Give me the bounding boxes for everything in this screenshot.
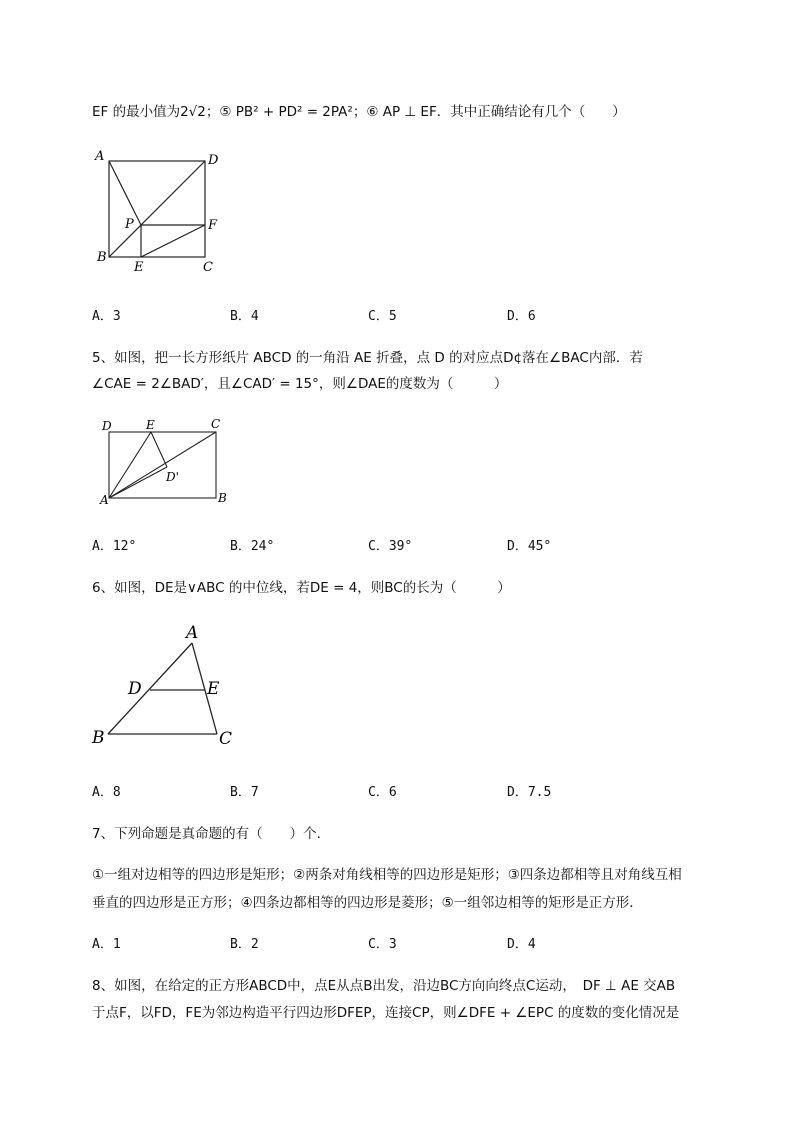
q8-stem-line-2: 于点F，以FD，FE为邻边构造平行四边形DFEP，连接CP，则∠DFE + ∠EPC 的度数的变化情况是 (92, 1005, 680, 1021)
q5-label-a: A (100, 493, 109, 507)
q4-option-d: D．6 (507, 309, 536, 324)
q5-option-d: D．45° (507, 539, 552, 554)
q5-option-b: B．24° (230, 539, 275, 554)
q4-label-c: C (203, 260, 213, 275)
q5-stem-line-1: 5、如图，把一长方形纸片 ABCD 的一角沿 AE 折叠，点 D 的对应点D¢落在∠BAC内部．若 (92, 350, 643, 366)
q6-label-d: D (128, 679, 142, 699)
q6-label-c: C (219, 729, 233, 749)
q4-option-b: B．4 (230, 309, 259, 324)
q7-stem-line: 7、下列命题是真命题的有（ ）个． (92, 826, 331, 842)
q5-label-b: B (218, 491, 227, 505)
q6-label-a: A (186, 623, 199, 643)
q5-option-a: A．12° (92, 539, 137, 554)
q8-stem-line-1: 8、如图，在给定的正方形ABCD中，点E从点B出发，沿边BC方向向终点C运动， DF ⊥ AE 交AB (92, 978, 676, 994)
q4-stem-line: EF 的最小值为2√2；⑤ PB² + PD² = 2PA²；⑥ AP ⊥ EF．其中正确结论有几个（ ） (92, 104, 626, 120)
q4-option-c: C．5 (368, 309, 397, 324)
q4-label-e: E (134, 260, 144, 275)
q6-stem-line: 6、如图，DE是∨ABC 的中位线，若DE = 4，则BC的长为（ ） (92, 580, 511, 596)
q4-label-a: A (95, 149, 105, 164)
q4-label-d: D (208, 153, 219, 168)
q7-option-b: B．2 (230, 937, 259, 952)
q4-label-p: P (125, 217, 134, 232)
q7-statement-line-2: 垂直的四边形是正方形；④四条边都相等的四边形是菱形；⑤一组邻边相等的矩形是正方形． (92, 895, 643, 911)
q4-option-a: A．3 (92, 309, 121, 324)
q4-label-f: F (208, 218, 218, 233)
q6-label-e: E (207, 679, 220, 699)
q7-option-a: A．1 (92, 937, 121, 952)
q5-label-dprime: D' (166, 470, 179, 484)
q6-label-b: B (92, 728, 105, 748)
q6-option-c: C．6 (368, 785, 397, 800)
q6-option-a: A．8 (92, 785, 121, 800)
q7-statement-line-1: ①一组对边相等的四边形是矩形；②两条对角线相等的四边形是矩形；③四条边都相等且对角线互相 (92, 867, 682, 883)
q6-option-d: D．7.5 (507, 785, 552, 800)
q6-option-b: B．7 (230, 785, 259, 800)
q5-label-e: E (146, 418, 155, 432)
q5-label-d: D (102, 419, 112, 433)
q7-option-d: D．4 (507, 937, 536, 952)
q4-label-b: B (97, 250, 107, 265)
q5-stem-line-2: ∠CAE = 2∠BAD′，且∠CAD′ = 15°，则∠DAE的度数为（ ） (92, 376, 508, 392)
q5-option-c: C．39° (368, 539, 413, 554)
q7-option-c: C．3 (368, 937, 397, 952)
q5-label-c: C (211, 417, 221, 431)
